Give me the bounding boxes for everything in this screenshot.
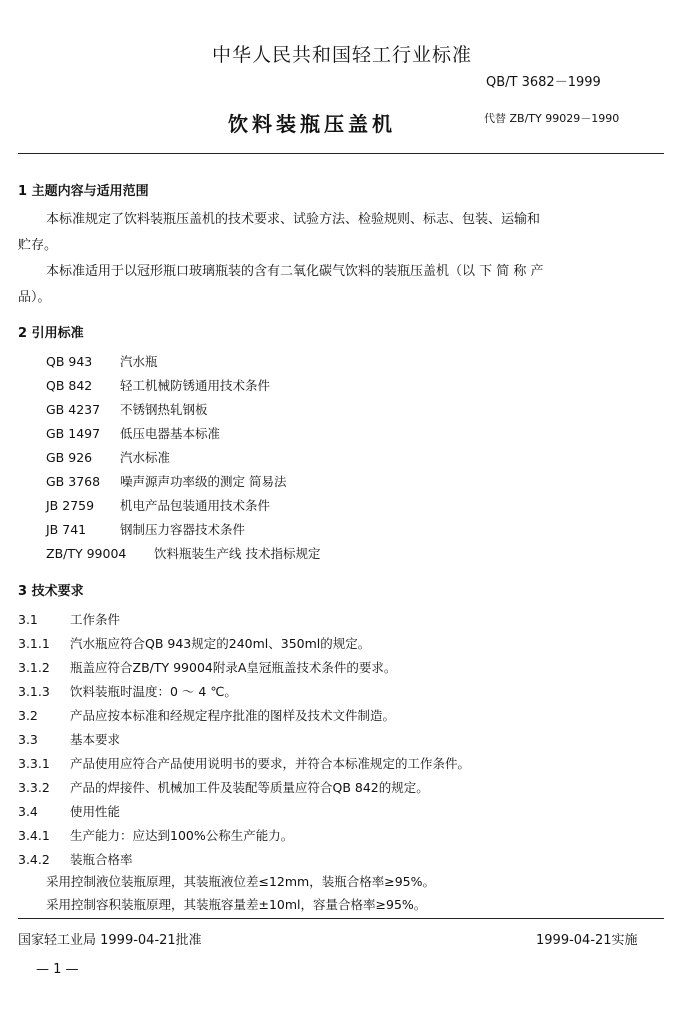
- reference-name: 轻工机械防锈通用技术条件: [120, 378, 271, 393]
- reference-name: 钢制压力容器技术条件: [120, 522, 246, 537]
- header-rule: [18, 153, 664, 154]
- clause-text: 工作条件: [70, 612, 121, 627]
- clause-3-4-2-line-b: 采用控制容积装瓶原理，其装瓶容量差±10ml，容量合格率≥95%。: [46, 897, 427, 912]
- section1-para1-line2: 贮存。: [18, 238, 58, 253]
- section1-para2-line1: 本标准适用于以冠形瓶口玻璃瓶装的含有二氧化碳气饮料的装瓶压盖机（以 下 简 称 产: [46, 264, 544, 279]
- reference-name: 噪声源声功率级的测定 简易法: [120, 474, 287, 489]
- reference-code: JB 2759: [46, 498, 95, 513]
- clause-item: [18, 682, 237, 700]
- clause-item: [18, 754, 470, 772]
- reference-item: [46, 424, 220, 442]
- reference-code: GB 1497: [46, 426, 101, 441]
- clause-item: [18, 658, 396, 676]
- reference-item: [46, 496, 270, 514]
- clause-number: 3.3.1: [18, 756, 50, 771]
- clause-text: 汽水瓶应符合QB 943规定的240ml、350ml的规定。: [70, 636, 371, 651]
- section2-heading: 2 引用标准: [18, 326, 84, 341]
- clause-text: 产品的焊接件、机械加工件及装配等质量应符合QB 842的规定。: [70, 780, 429, 795]
- clause-item: [18, 730, 120, 748]
- clause-number: 3.1.2: [18, 660, 50, 675]
- clause-text: 装瓶合格率: [70, 852, 133, 867]
- reference-name: 不锈钢热轧钢板: [120, 402, 208, 417]
- clause-number: 3.1.1: [18, 636, 50, 651]
- section1-para1-line1: 本标准规定了饮料装瓶压盖机的技术要求、试验方法、检验规则、标志、包装、运输和: [46, 212, 541, 227]
- reference-code: JB 741: [46, 522, 87, 537]
- document-title: 饮料装瓶压盖机: [228, 112, 396, 136]
- section3-heading: 3 技术要求: [18, 584, 84, 599]
- clause-number: 3.1: [18, 612, 38, 627]
- clause-text: 使用性能: [70, 804, 121, 819]
- effective-date: 1999-04-21实施: [536, 933, 638, 948]
- reference-item: [46, 376, 270, 394]
- reference-item: [46, 472, 286, 490]
- section1-para2-line2: 品）。: [18, 290, 51, 305]
- reference-item: [46, 352, 158, 370]
- clause-text: 饮料装瓶时温度：0 ～ 4 ℃。: [70, 684, 237, 699]
- reference-name: 低压电器基本标准: [120, 426, 221, 441]
- clause-number: 3.3.2: [18, 780, 50, 795]
- reference-code: GB 3768: [46, 474, 101, 489]
- reference-name: 汽水瓶: [120, 354, 158, 369]
- reference-name: 机电产品包装通用技术条件: [120, 498, 271, 513]
- clause-item: [18, 826, 293, 844]
- clause-text: 瓶盖应符合ZB/TY 99004附录A皇冠瓶盖技术条件的要求。: [70, 660, 397, 675]
- standard-number: QB/T 3682－1999: [486, 75, 601, 90]
- clause-number: 3.4.1: [18, 828, 50, 843]
- clause-3-4-2-line-a: 采用控制液位装瓶原理，其装瓶液位差≤12mm，装瓶合格率≥95%。: [46, 874, 435, 889]
- clause-text: 生产能力：应达到100%公称生产能力。: [70, 828, 294, 843]
- clause-number: 3.4: [18, 804, 38, 819]
- reference-item: [46, 400, 208, 418]
- clause-item: [18, 610, 120, 628]
- section1-heading: 1 主题内容与适用范围: [18, 184, 149, 199]
- reference-code: ZB/TY 99004: [46, 546, 127, 561]
- clause-text: 产品应按本标准和经规定程序批准的图样及技术文件制造。: [70, 708, 396, 723]
- clause-text: 产品使用应符合产品使用说明书的要求，并符合本标准规定的工作条件。: [70, 756, 471, 771]
- reference-code: QB 943: [46, 354, 93, 369]
- clause-number: 3.1.3: [18, 684, 50, 699]
- approval-issuer: 国家轻工业局 1999-04-21批准: [18, 933, 202, 948]
- clause-item: [18, 634, 370, 652]
- page-number: — 1 —: [36, 962, 79, 977]
- clause-item: [18, 802, 120, 820]
- reference-code: QB 842: [46, 378, 93, 393]
- organization-title: 中华人民共和国轻工行业标准: [211, 44, 472, 66]
- reference-name: 饮料瓶装生产线 技术指标规定: [154, 546, 321, 561]
- replaces-standard: 代替 ZB/TY 99029－1990: [484, 112, 620, 125]
- reference-item: [46, 520, 245, 538]
- clause-item: [18, 706, 395, 724]
- reference-item: [46, 544, 320, 562]
- clause-text: 基本要求: [70, 732, 121, 747]
- footer-rule: [18, 918, 664, 919]
- clause-number: 3.3: [18, 732, 38, 747]
- reference-name: 汽水标准: [120, 450, 171, 465]
- reference-code: GB 926: [46, 450, 93, 465]
- reference-code: GB 4237: [46, 402, 101, 417]
- clause-item: [18, 778, 429, 796]
- clause-number: 3.4.2: [18, 852, 50, 867]
- clause-number: 3.2: [18, 708, 38, 723]
- clause-item: [18, 850, 133, 868]
- reference-item: [46, 448, 170, 466]
